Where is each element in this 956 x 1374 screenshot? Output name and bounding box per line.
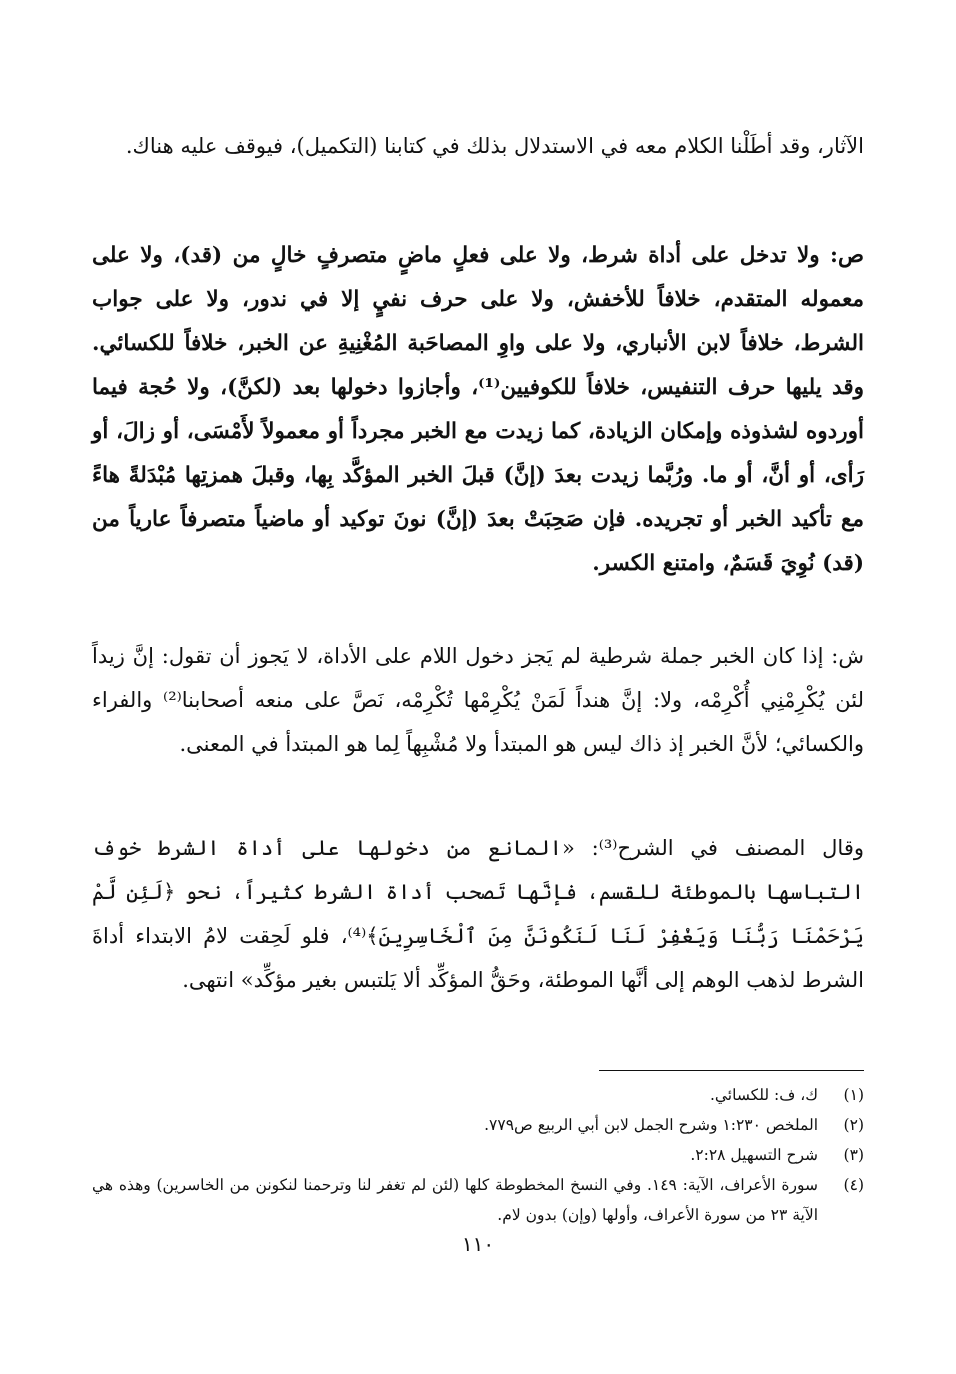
footnote-item [92,1140,864,1170]
paragraph-matn: ص: ولا تدخل على أداة شرط، ولا على فعلٍ ماضٍ متصرفٍ خالٍ من (قد)، ولا على معموله المتقدم، خلافاً للأخفش، ولا على حرف نفيٍ إلا في ندور، ولا على جواب الشرط، خلافاً لابن الأنباري، ولا على واوِ المصاحَبة المُغْنِيةِ عن الخبر، خلافاً للكسائي. وقد يليها حرف التنفيس، خلافاً للكوفيين⁽¹⁾، وأجازوا دخولها بعد (لكنَّ)، ولا حُجة فيما أوردوه لشذوذه وإمكان الزيادة، كما زيدت مع الخبر مجرداً أو معمولاً لأَمْسَى، أو زالَ، أو رَأى، أو أنَّ، أو ما. ورُبَّما زيدت بعدَ (إنَّ) قبلَ الخبر المؤكَّد بِها، وقبلَ همزتِها مُبْدَلةً هاءً مع تأكيد الخبر أو تجريده. فإن صَحِبَتْ بعدَ (إنَّ) نونَ توكيد أو ماضياً متصرفاً عارياً من (قد) نُوِيَ قَسَمٌ، وامتنع الكسر. [92,243,864,576]
footnote-divider [599,1070,864,1071]
footnote-number: (٣) [843,1146,864,1164]
page-number: ١١٠ [461,1232,495,1256]
footnote-number: (٢) [843,1116,864,1134]
footnote-text: سورة الأعراف، الآية: ١٤٩. وفي النسخ المخطوطة كلها (لئن لم تغفر لنا وترحمنا لنكونن من الخاسرين) وهذه هي الآية ٢٣ من سورة الأعراف، وأولها (وإن) بدون لام. [92,1176,818,1224]
paragraph-sharh: ش: إذا كان الخبر جملة شرطية لم يَجز دخول اللام على الأداة، لا يَجوز أن تقول: إنَّ زيداً لئن يُكْرِمْنِي أُكْرِمْه، ولا: إنَّ هنداً لَمَنْ يُكْرِمْها تُكْرِمْه، نَصَّ على منعه أصحابنا⁽²⁾ والفراء والكسائي؛ لأنَّ الخبر إذ ذاك ليس هو المبتدأ ولا مُشْبِهاً لِما هو المبتدأ في المعنى. [92,644,864,756]
footnote-item [92,1110,864,1140]
footnote-text: الملخص ١:٢٣٠ وشرح الجمل لابن أبي الربيع ص٧٧٩. [484,1116,818,1134]
footnote-text: ك، ف: للكسائي. [709,1086,818,1104]
footnote-number: (٤) [843,1176,864,1194]
footnote-item [92,1170,864,1230]
footnotes-list [92,1080,864,1230]
footnote-number: (١) [843,1086,864,1104]
paragraph-continuation: الآثار، وقد أطَلْنا الكلام معه في الاستدلال بذلك في كتابنا (التكميل)، فيوقف عليه هناك. [125,134,864,158]
footnote-item [92,1080,864,1110]
footnote-text: شرح التسهيل ٢:٢٨. [690,1146,818,1164]
paragraph-quote: وقال المصنف في الشرح⁽³⁾: «المانع من دخولها على أداة الشرط خوف التباسها بالموطئة للقسم، فإنَّها تَصحب أداة الشرط كثيراً، نحو ﴿لَئِن لَّمْ يَرْحَمْنَا رَبُّنَا وَيَغْفِرْ لَنَا لَنَكُونَنَّ مِنَ ٱلْخَاسِرِينَ﴾⁽⁴⁾، فلو لَحِقت لامُ الابتداء أداةَ الشرط لذهب الوهم إلى أنَّها الموطئة، وحَقُّ المؤكِّد ألا يَلتبس بغير مؤكِّد» انتهى. [92,836,865,992]
